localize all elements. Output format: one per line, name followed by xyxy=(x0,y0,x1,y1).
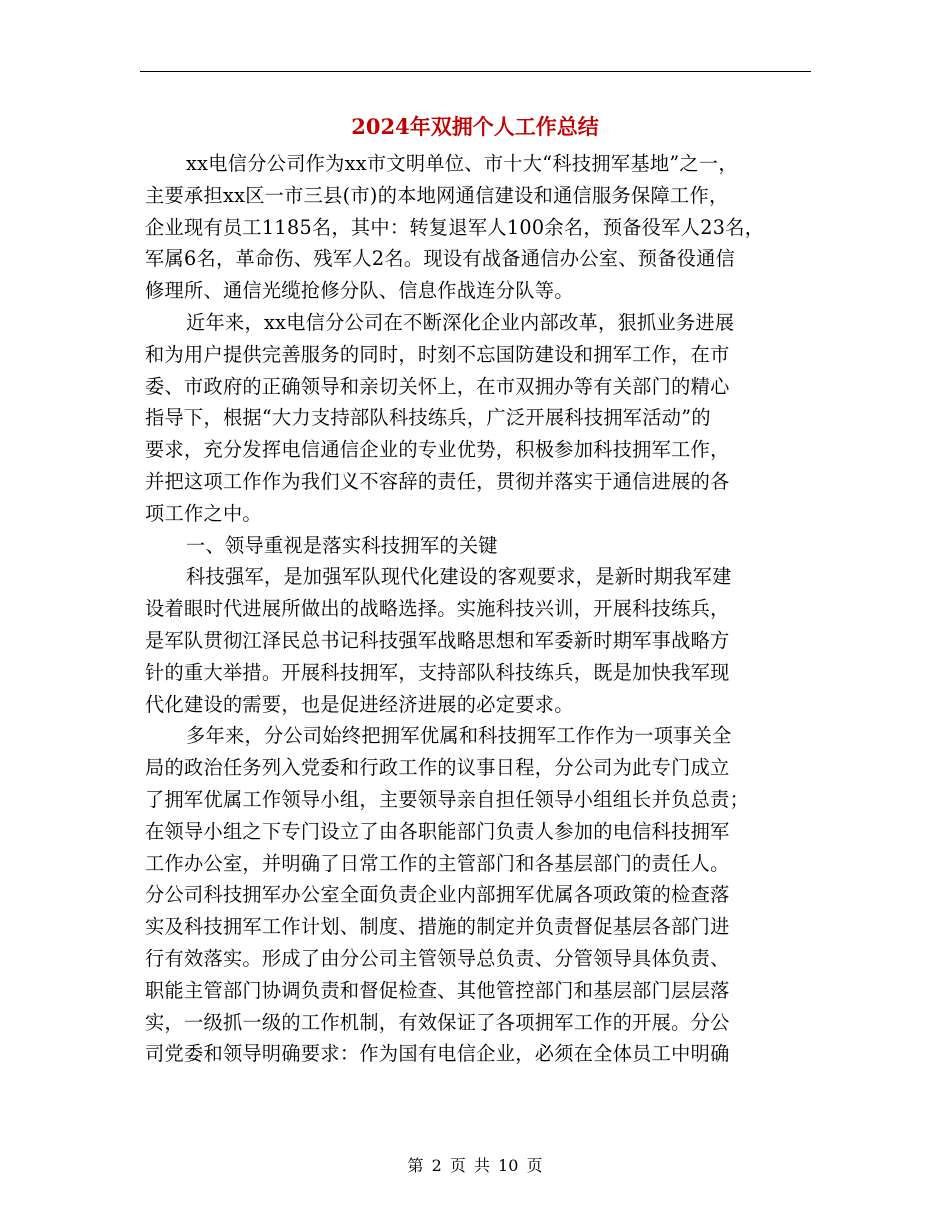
text-line: 分公司科技拥军办公室全面负责企业内部拥军优属各项政策的检查落 xyxy=(145,883,730,907)
text-line: 实，一级抓一级的工作机制，有效保证了各项拥军工作的开展。分公 xyxy=(145,1010,730,1034)
page-footer: 第 2 页 共 10 页 xyxy=(407,1156,543,1175)
text-line: 在领导小组之下专门设立了由各职能部门负责人参加的电信科技拥军 xyxy=(145,819,730,843)
text-line: 工作办公室，并明确了日常工作的主管部门和各基层部门的责任人。 xyxy=(145,851,730,875)
text-line: 代化建设的需要，也是促进经济进展的必定要求。 xyxy=(145,692,574,716)
text-line: 委、市政府的正确领导和亲切关怀上，在市双拥办等有关部门的精心 xyxy=(145,374,730,398)
text-line: 主要承担xx区一市三县(市)的本地网通信建设和通信服务保障工作， xyxy=(145,183,729,207)
text-line: 一、领导重视是落实科技拥军的关键 xyxy=(186,533,498,557)
paragraph-recent-years xyxy=(145,307,805,530)
text-line: 军属6名，革命伤、残军人2名。现设有战备通信办公室、预备役通信 xyxy=(145,247,736,271)
text-line: 和为用户提供完善服务的同时，时刻不忘国防建设和拥军工作，在市 xyxy=(145,342,730,366)
text-line: 局的政治任务列入党委和行政工作的议事日程，分公司为此专门成立 xyxy=(145,756,730,780)
text-line: 司党委和领导明确要求：作为国有电信企业，必须在全体员工中明确 xyxy=(145,1042,730,1066)
text-line: 修理所、通信光缆抢修分队、信息作战连分队等。 xyxy=(145,279,574,303)
text-line: 企业现有员工1185名，其中：转复退军人100余名，预备役军人23名， xyxy=(145,215,765,239)
text-line: 科技强军，是加强军队现代化建设的客观要求，是新时期我军建 xyxy=(186,565,732,589)
text-line: 实及科技拥军工作计划、制度、措施的制定并负责督促基层各部门进 xyxy=(145,915,730,939)
page-title: 2024年双拥个人工作总结 xyxy=(351,114,599,139)
text-line: 行有效落实。形成了由分公司主管领导总负责、分管领导具体负责、 xyxy=(145,946,730,970)
paragraph-intro xyxy=(145,148,805,307)
paragraph-tech-strong-army xyxy=(145,561,805,720)
text-line: 设着眼时代进展所做出的战略选择。实施科技兴训，开展科技练兵， xyxy=(145,597,730,621)
section-heading xyxy=(145,530,805,562)
document-body xyxy=(145,148,805,1070)
text-line: 并把这项工作作为我们义不容辞的责任，贯彻并落实于通信进展的各 xyxy=(145,469,730,493)
text-line: 项工作之中。 xyxy=(145,501,262,525)
header-rule xyxy=(140,71,811,72)
text-line: xx电信分公司作为xx市文明单位、市十大“科技拥军基地”之一， xyxy=(186,152,738,175)
text-line: 是军队贯彻江泽民总书记科技强军战略思想和军委新时期军事战略方 xyxy=(145,628,730,652)
paragraph-over-the-years xyxy=(145,720,805,1070)
text-line: 了拥军优属工作领导小组，主要领导亲自担任领导小组组长并负总责； xyxy=(145,787,750,811)
text-line: 要求，充分发挥电信通信企业的专业优势，积极参加科技拥军工作， xyxy=(145,438,730,462)
text-line: 职能主管部门协调负责和督促检查、其他管控部门和基层部门层层落 xyxy=(145,978,730,1002)
text-line: 指导下，根据“大力支持部队科技练兵，广泛开展科技拥军活动”的 xyxy=(145,406,711,430)
text-line: 近年来，xx电信分公司在不断深化企业内部改革，狠抓业务进展 xyxy=(186,310,735,334)
text-line: 针的重大举措。开展科技拥军，支持部队科技练兵，既是加快我军现 xyxy=(145,660,730,684)
text-line: 多年来，分公司始终把拥军优属和科技拥军工作作为一项事关全 xyxy=(186,724,732,748)
